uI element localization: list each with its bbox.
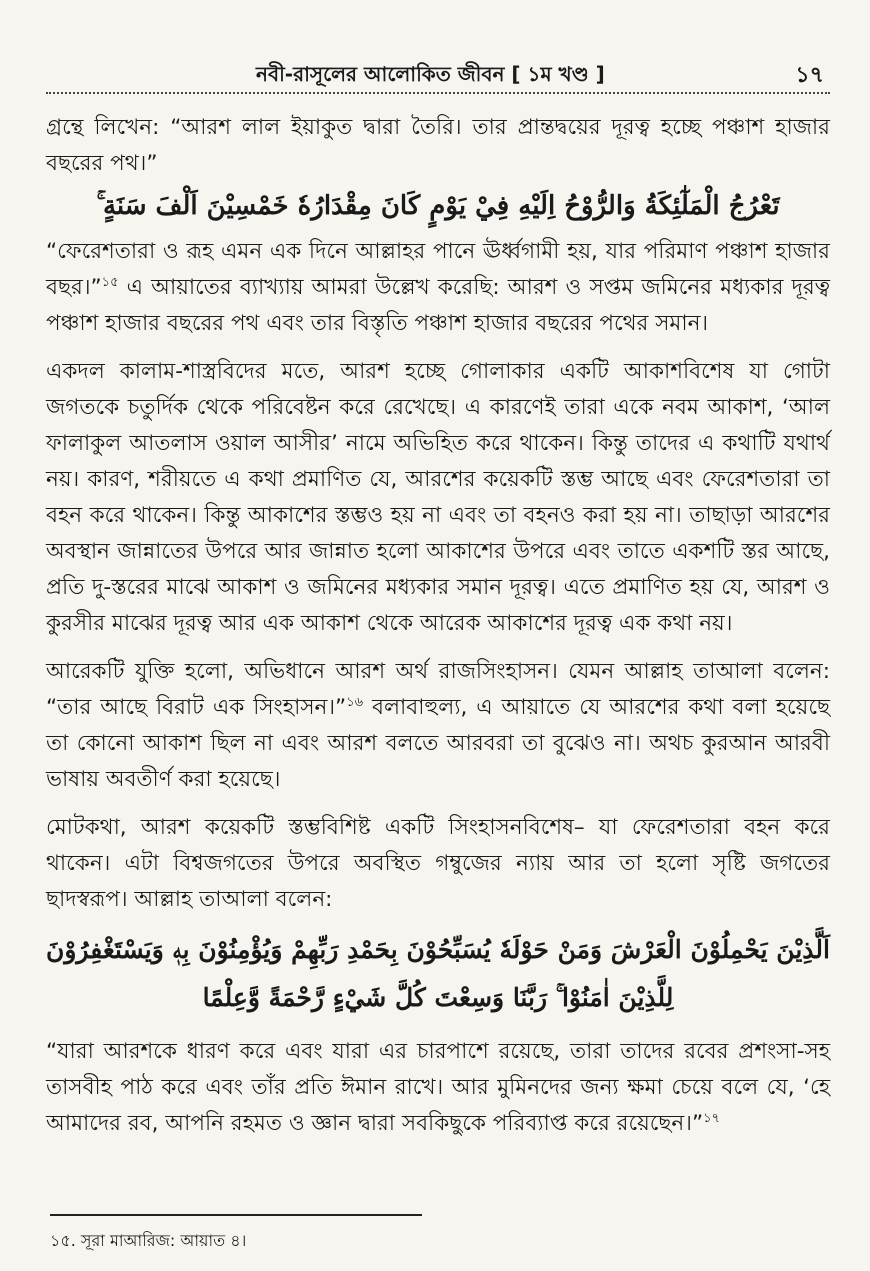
paragraph-4: [46, 654, 830, 798]
body-text: [46, 110, 830, 1154]
paragraph-6: [46, 1034, 830, 1142]
verse-translation-1: “ফেরেশতারা ও রূহ এমন এক দিনে আল্লাহর পানে ঊর্ধ্বগামী হয়, যার পরিমাণ পঞ্চাশ হাজার বছর।”: [46, 239, 830, 300]
running-header: [46, 52, 830, 94]
footnote-ref-15: ১৫: [101, 274, 119, 290]
paragraph-1: গ্রন্থে লিখেন: “আরশ লাল ইয়াকুত দ্বারা তৈরি। তার প্রান্তদ্বয়ের দূরত্ব হচ্ছে পঞ্চাশ হাজার বছরের পথ।”: [46, 115, 830, 176]
footnote-ref-17: ১৭: [703, 1110, 720, 1126]
paragraph-2-rest: এ আয়াতের ব্যাখ্যায় আমরা উল্লেখ করেছি: আরশ ও সপ্তম জমিনের মধ্যকার দূরত্ব পঞ্চাশ হাজার বছরের পথ এবং তার বিস্তৃতি পঞ্চাশ হাজার বছরের পথের সমান।: [46, 275, 830, 336]
paragraph-5: মোটকথা, আরশ কয়েকটি স্তম্ভবিশিষ্ট একটি সিংহাসনবিশেষ– যা ফেরেশতারা বহন করে থাকেন। এটা বিশ্বজগতের উপরে অবস্থিত গম্বুজের ন্যায় আর তা হলো সৃষ্টি জগতের ছাদস্বরূপ। আল্লাহ তাআলা বলেন:: [46, 815, 830, 912]
footnote-15: ১৫. সূরা মাআরিজ: আয়াত ৪।: [50, 1231, 247, 1250]
paragraph-2: [46, 234, 830, 342]
verse-translation-2: “যারা আরশকে ধারণ করে এবং যারা এর চারপাশে রয়েছে, তারা তাদের রবের প্রশংসা-সহ তাসবীহ পাঠ করে এবং তাঁর প্রতি ঈমান রাখে। আর মুমিনদের জন্য ক্ষমা চেয়ে বলে যে, ‘হে আমাদের রব, আপনি রহমত ও জ্ঞান দ্বারা সবকিছুকে পরিব্যাপ্ত করে রয়েছেন।”: [46, 1039, 830, 1136]
header-title: নবী-রাসূলের আলোকিত জীবন [ ১ম খণ্ড ]: [256, 62, 605, 86]
page-number: ১৭: [795, 63, 824, 88]
footnote-divider: [50, 1214, 422, 1216]
arabic-verse-1: تَعْرُجُ الْمَلٰٓئِكَةُ وَالرُّوْحُ اِلَيْهِ فِيْ يَوْمٍ كَانَ مِقْدَارُهٗ خَمْسِيْنَ اَلْفَ سَنَةٍ ۚ: [96, 191, 780, 221]
arabic-verse-2: اَلَّذِيْنَ يَحْمِلُوْنَ الْعَرْشَ وَمَنْ حَوْلَهٗ يُسَبِّحُوْنَ بِحَمْدِ رَبِّهِمْ وَيُؤْمِنُوْنَ بِهٖ وَيَسْتَغْفِرُوْنَ لِلَّذِيْنَ اٰمَنُوْا ۚ رَبَّنَا وَسِعْتَ كُلَّ شَيْءٍ رَّحْمَةً وَّعِلْمًا: [46, 935, 830, 1012]
paragraph-4-start: আরেকটি যুক্তি হলো, অভিধানে আরশ অর্থ রাজসিংহাসন। যেমন আল্লাহ তাআলা বলেন: “তার আছে বিরাট এক সিংহাসন।”: [46, 659, 830, 720]
footnote-ref-16: ১৬: [346, 694, 364, 710]
paragraph-4-rest: বলাবাহুল্য, এ আয়াতে যে আরশের কথা বলা হয়েছে তা কোনো আকাশ ছিল না এবং আরশ বলতে আরবরা তা বুঝেও না। অথচ কুরআন আরবী ভাষায় অবতীর্ণ করা হয়েছে।: [46, 695, 830, 792]
footnotes: [50, 1228, 246, 1254]
paragraph-3: একদল কালাম-শাস্ত্রবিদের মতে, আরশ হচ্ছে গোলাকার একটি আকাশবিশেষ যা গোটা জগতকে চতুর্দিক থেকে পরিবেষ্টন করে রেখেছে। এ কারণেই তারা একে নবম আকাশ, ‘আল ফালাকুল আতলাস ওয়াল আসীর’ নামে অভিহিত করে থাকেন। কিন্তু তাদের এ কথাটি যথার্থ নয়। কারণ, শরীয়তে এ কথা প্রমাণিত যে, আরশের কয়েকটি স্তম্ভ আছে এবং ফেরেশতারা তা বহন করে থাকেন। কিন্তু আকাশের স্তম্ভও হয় না এবং তা বহনও করা হয় না। তাছাড়া আরশের অবস্থান জান্নাতের উপরে আর জান্নাত হলো আকাশের উপরে এবং তাতে একশটি স্তর আছে, প্রতি দু-স্তরের মাঝে আকাশ ও জমিনের মধ্যকার সমান দূরত্ব। এতে প্রমাণিত হয় যে, আরশ ও কুরসীর মাঝের দূরত্ব আর এক আকাশ থেকে আরেক আকাশের দূরত্ব এক কথা নয়।: [46, 359, 830, 636]
